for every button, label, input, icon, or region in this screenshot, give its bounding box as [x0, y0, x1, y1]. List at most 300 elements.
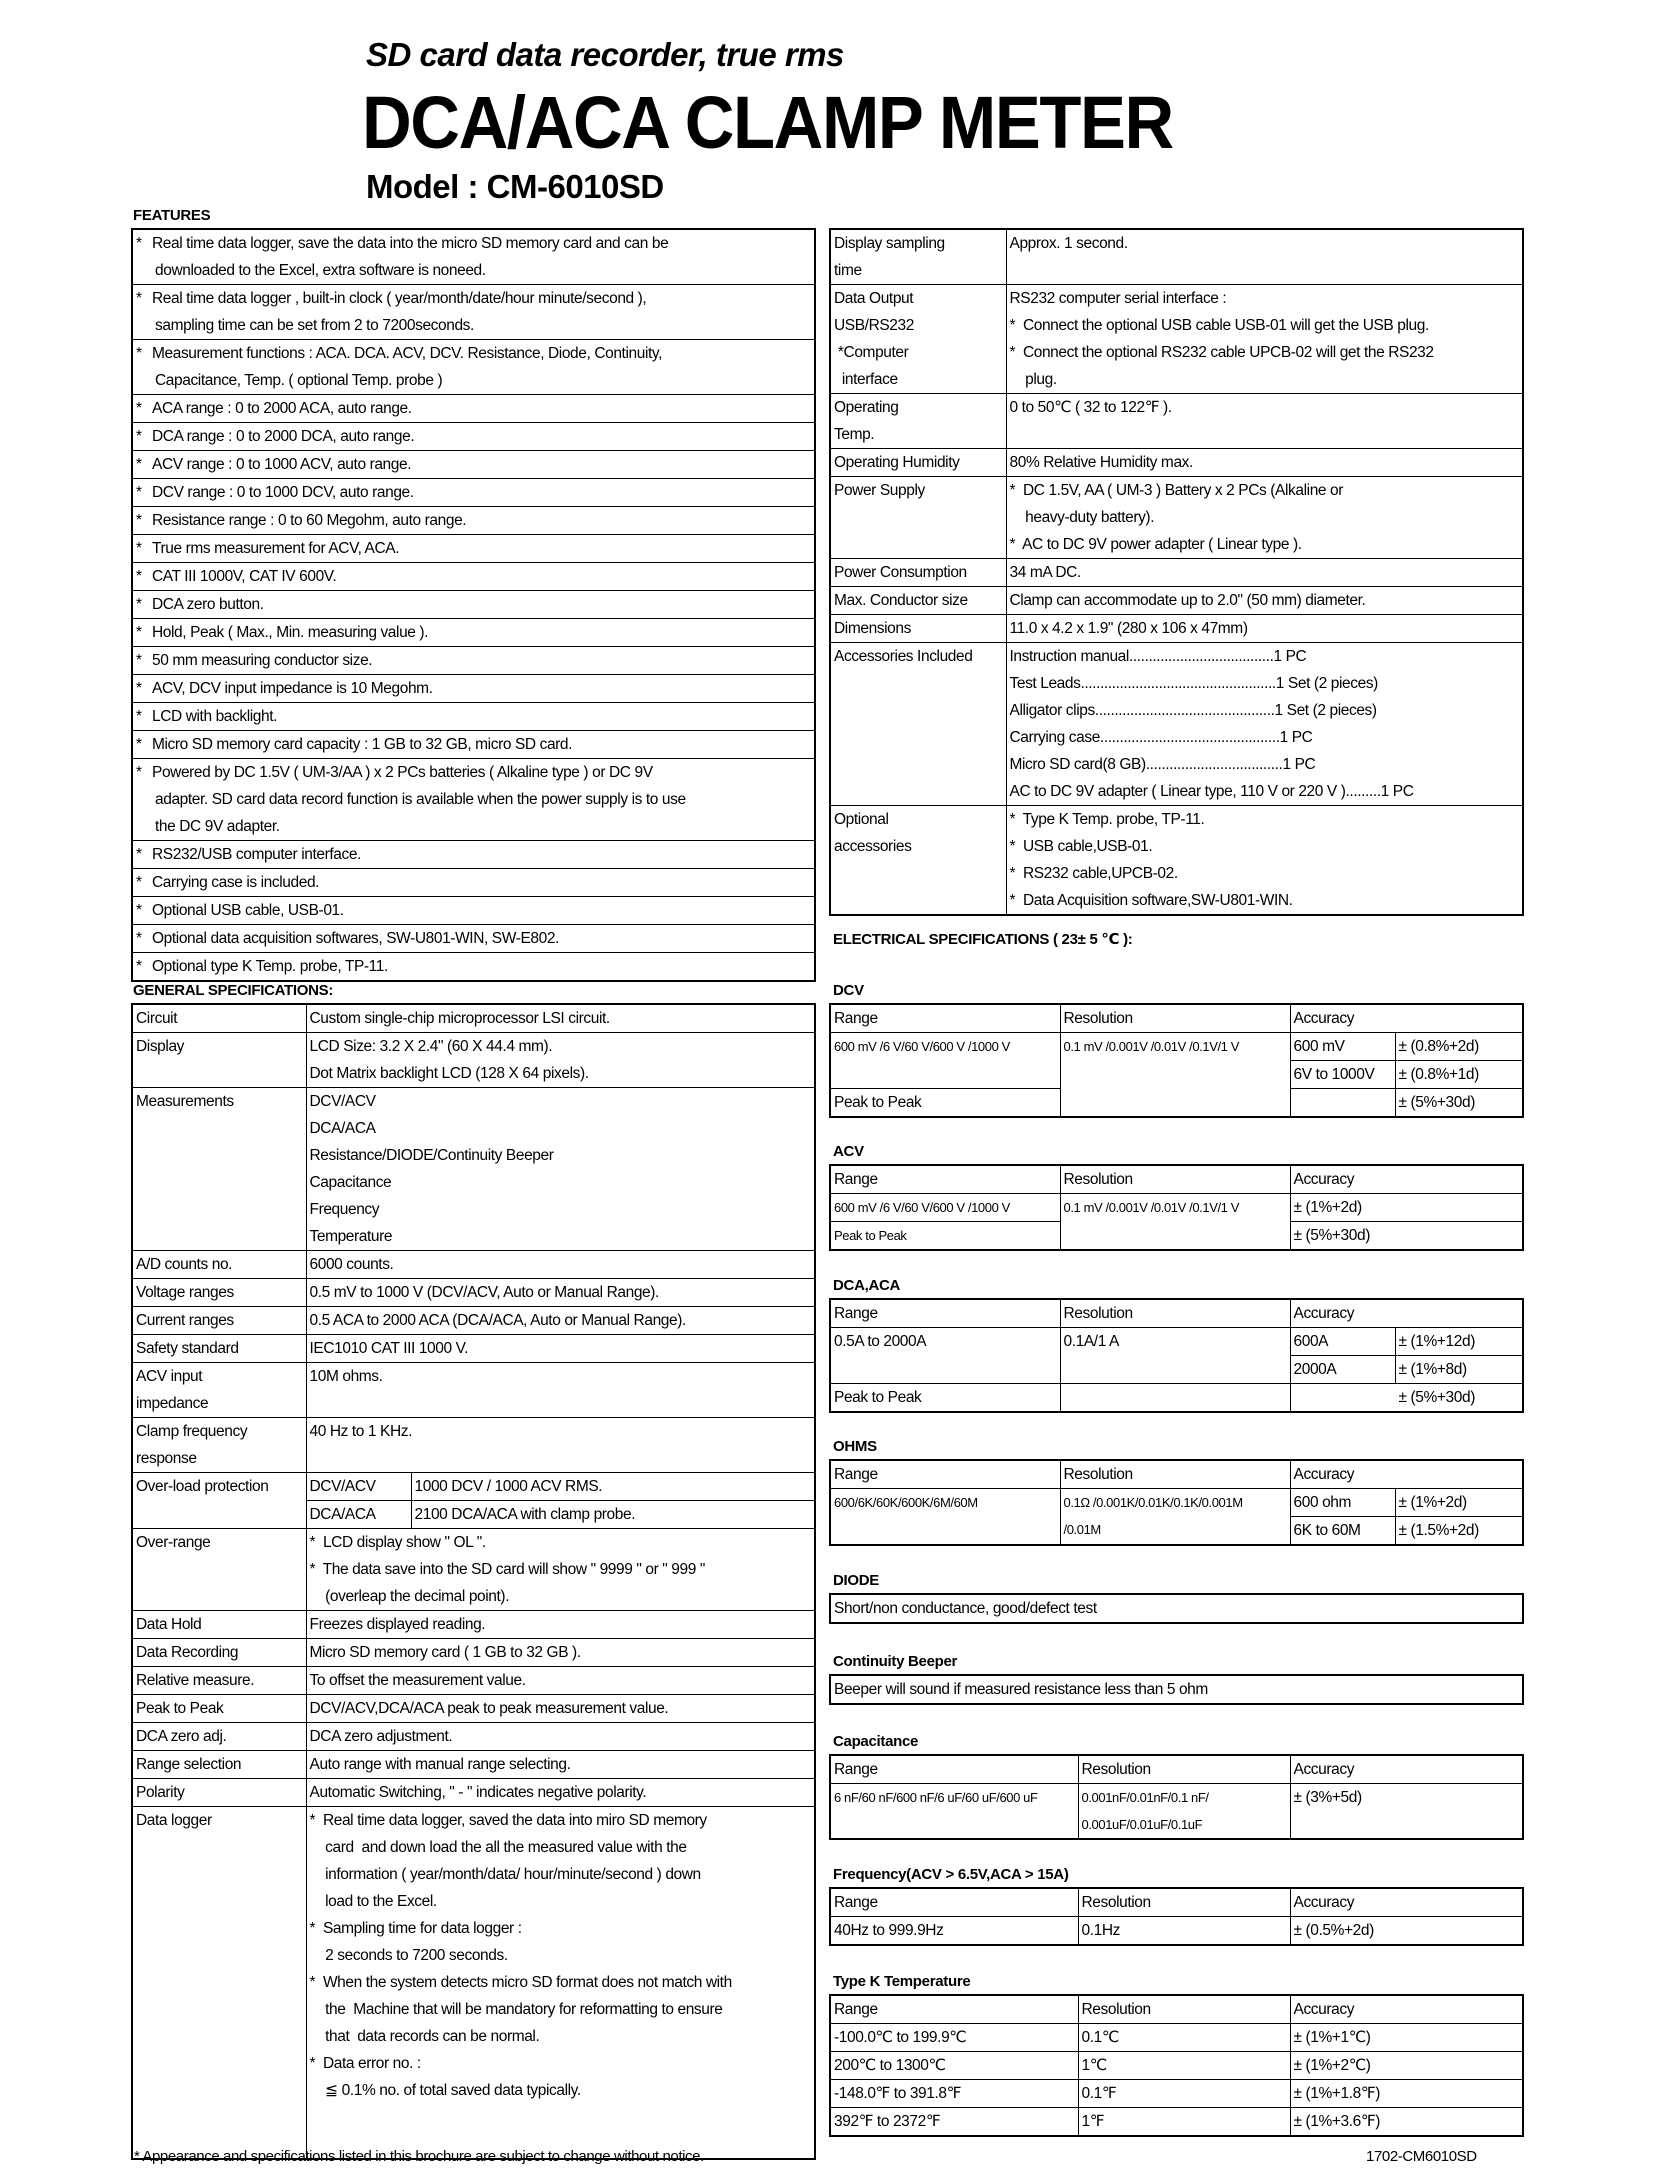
spec-label: [830, 229, 1006, 285]
spec-label-line: Measurements: [136, 1093, 234, 1110]
feature-item: [132, 229, 815, 285]
spec-value: [306, 1307, 815, 1335]
spec-row: [830, 477, 1523, 559]
spec-value-line: AC to DC 9V adapter ( Linear type, 110 V or 220 V ).........1 PC: [1009, 783, 1414, 800]
bullet-asterisk: *: [136, 846, 142, 863]
feature-row: [132, 507, 815, 535]
dcv-p2p-label: Peak to Peak: [830, 1089, 1060, 1118]
spec-value: [306, 1088, 815, 1251]
feature-row: [132, 591, 815, 619]
temperature-row: [830, 2080, 1523, 2108]
capacitance-resolution-line: 0.001uF/0.01uF/0.1uF: [1081, 1817, 1203, 1832]
overload-value: 1000 DCV / 1000 ACV RMS.: [411, 1473, 815, 1501]
general-specifications-table: [131, 1003, 816, 2160]
spec-label: [132, 1335, 306, 1363]
acv-heading: ACV: [833, 1143, 864, 1160]
spec-label-line: Over-range: [136, 1534, 211, 1551]
spec-value-line: * Sampling time for data logger :: [309, 1920, 522, 1937]
feature-text: Measurement functions : ACA. DCA. ACV, DCV. Resistance, Diode, Continuity,: [152, 345, 662, 362]
spec-value: [306, 1639, 815, 1667]
feature-line: [136, 647, 814, 674]
spec-label: [132, 1779, 306, 1807]
spec-value: [306, 1695, 815, 1723]
spec-value-line: that data records can be normal.: [309, 2028, 540, 2045]
feature-row: [132, 229, 815, 285]
feature-line: [136, 230, 814, 257]
spec-label: [132, 1307, 306, 1335]
spec-label: [132, 1033, 306, 1088]
spec-value-line: Alligator clips..............................................1 Set (2 pieces): [1009, 702, 1377, 719]
spec-label-line: Power Consumption: [834, 564, 967, 581]
spec-value-line: 0.5 ACA to 2000 ACA (DCA/ACA, Auto or Manual Range).: [309, 1312, 686, 1329]
spec-label-line: Accessories Included: [834, 648, 973, 665]
feature-item: [132, 285, 815, 340]
feature-row: [132, 647, 815, 675]
spec-row: [132, 1418, 815, 1473]
feature-row: [132, 841, 815, 869]
spec-value-line: * Data error no. :: [309, 2055, 421, 2072]
dcv-table: [829, 1003, 1524, 1118]
temperature-resolution: 0.1℉: [1078, 2080, 1290, 2108]
spec-row: [132, 1779, 815, 1807]
feature-text: Real time data logger, save the data into the micro SD memory card and can be: [152, 235, 669, 252]
spec-label: [132, 1088, 306, 1251]
feature-text: DCA zero button.: [152, 596, 264, 613]
feature-item: [132, 869, 815, 897]
feature-row: [132, 925, 815, 953]
col-header-resolution: Resolution: [1078, 1755, 1290, 1784]
spec-value-line: * The data save into the SD card will show " 9999 " or " 999 ": [309, 1561, 705, 1578]
dcv-resolution: 0.1 mV /0.001V /0.01V /0.1V/1 V: [1060, 1033, 1290, 1118]
overload-row: [132, 1473, 815, 1501]
feature-line: downloaded to the Excel, extra software is noneed.: [155, 262, 486, 279]
feature-line: [136, 285, 814, 312]
spec-value: [1006, 587, 1523, 615]
frequency-resolution: 0.1Hz: [1078, 1917, 1290, 1946]
ohms-acc-value: ± (1.5%+2d): [1395, 1517, 1523, 1546]
spec-value-line: 0 to 50℃ ( 32 to 122℉ ).: [1009, 399, 1172, 416]
spec-value-line: information ( year/month/data/ hour/minute/second ) down: [309, 1866, 701, 1883]
feature-row: [132, 869, 815, 897]
dca-aca-heading: DCA,ACA: [833, 1277, 901, 1294]
feature-text: DCV range : 0 to 1000 DCV, auto range.: [152, 484, 414, 501]
bullet-asterisk: *: [136, 400, 142, 417]
diode-text: Short/non conductance, good/defect test: [830, 1594, 1523, 1623]
spec-value: [306, 1751, 815, 1779]
feature-row: [132, 395, 815, 423]
col-header-accuracy: Accuracy: [1290, 1888, 1523, 1917]
bullet-asterisk: *: [136, 456, 142, 473]
dcv-heading: DCV: [833, 982, 864, 999]
spec-value-line: heavy-duty battery).: [1009, 509, 1155, 526]
temperature-range: 200℃ to 1300℃: [830, 2052, 1078, 2080]
col-header-range: Range: [830, 1004, 1060, 1033]
feature-text: Optional USB cable, USB-01.: [152, 902, 344, 919]
ohms-acc-value: ± (1%+2d): [1395, 1489, 1523, 1517]
spec-row: [830, 449, 1523, 477]
bullet-asterisk: *: [136, 958, 142, 975]
ohms-resolution: [1060, 1489, 1290, 1546]
spec-value-line: * DC 1.5V, AA ( UM-3 ) Battery x 2 PCs (Alkaline or: [1009, 482, 1344, 499]
spec-value-line: 10M ohms.: [309, 1368, 383, 1385]
spec-row: [132, 1695, 815, 1723]
col-header-resolution: Resolution: [1060, 1460, 1290, 1489]
feature-text: Optional type K Temp. probe, TP-11.: [152, 958, 388, 975]
feature-text: Hold, Peak ( Max., Min. measuring value ).: [152, 624, 429, 641]
bullet-asterisk: *: [136, 290, 142, 307]
spec-row: [830, 394, 1523, 449]
temperature-resolution: 0.1℃: [1078, 2024, 1290, 2052]
spec-value: [306, 1723, 815, 1751]
spec-value-line: * Connect the optional RS232 cable UPCB-02 will get the RS232: [1009, 344, 1434, 361]
spec-value: [306, 1779, 815, 1807]
temperature-accuracy: ± (1%+1.8℉): [1290, 2080, 1523, 2108]
spec-label: [830, 394, 1006, 449]
spec-value-line: Dot Matrix backlight LCD (128 X 64 pixels).: [309, 1065, 589, 1082]
spec-label-line: Operating: [834, 399, 899, 416]
spec-value-line: * USB cable,USB-01.: [1009, 838, 1153, 855]
temperature-accuracy: ± (1%+3.6℉): [1290, 2108, 1523, 2137]
spec-value-line: load to the Excel.: [309, 1893, 437, 1910]
col-header-resolution: Resolution: [1060, 1299, 1290, 1328]
spec-label-line: Display sampling: [834, 235, 945, 252]
spec-value: [306, 1251, 815, 1279]
feature-text: True rms measurement for ACV, ACA.: [152, 540, 400, 557]
feature-line: [136, 759, 814, 786]
spec-label-line: interface: [834, 371, 898, 388]
capacitance-range: 6 nF/60 nF/600 nF/6 uF/60 uF/600 uF: [830, 1784, 1078, 1840]
spec-label: [830, 559, 1006, 587]
spec-row: [132, 1529, 815, 1611]
feature-item: [132, 479, 815, 507]
col-header-accuracy: Accuracy: [1290, 1004, 1523, 1033]
feature-text: Resistance range : 0 to 60 Megohm, auto range.: [152, 512, 467, 529]
spec-row: [830, 587, 1523, 615]
bullet-asterisk: *: [136, 624, 142, 641]
col-header-accuracy: Accuracy: [1290, 1460, 1523, 1489]
feature-text: ACV, DCV input impedance is 10 Megohm.: [152, 680, 433, 697]
bullet-asterisk: *: [136, 736, 142, 753]
spec-label: Over-load protection: [132, 1473, 306, 1529]
col-header-accuracy: Accuracy: [1290, 1755, 1523, 1784]
spec-value-line: DCA zero adjustment.: [309, 1728, 453, 1745]
feature-row: [132, 535, 815, 563]
spec-label: [132, 1807, 306, 2160]
spec-value-line: * Type K Temp. probe, TP-11.: [1009, 811, 1205, 828]
spec-label-line: Power Supply: [834, 482, 925, 499]
spec-label-line: Relative measure.: [136, 1672, 255, 1689]
spec-value-line: plug.: [1009, 371, 1057, 388]
spec-value: [306, 1529, 815, 1611]
spec-value-line: LCD Size: 3.2 X 2.4" (60 X 44.4 mm).: [309, 1038, 553, 1055]
spec-value: [1006, 806, 1523, 916]
feature-line: adapter. SD card data record function is available when the power supply is to use: [155, 791, 686, 808]
spec-row: [132, 1279, 815, 1307]
dca-p2p-acc: ± (5%+30d): [1290, 1384, 1523, 1413]
spec-value-line: 6000 counts.: [309, 1256, 394, 1273]
features-table: [131, 228, 816, 982]
spec-label: [132, 1723, 306, 1751]
frequency-heading: Frequency(ACV > 6.5V,ACA > 15A): [833, 1866, 1069, 1883]
spec-label-line: accessories: [834, 838, 912, 855]
acv-range: 600 mV /6 V/60 V/600 V /1000 V: [830, 1194, 1060, 1222]
spec-value-line: * AC to DC 9V power adapter ( Linear type ).: [1009, 536, 1302, 553]
acv-resolution: 0.1 mV /0.001V /0.01V /0.1V/1 V: [1060, 1194, 1290, 1251]
spec-value-line: * Data Acquisition software,SW-U801-WIN.: [1009, 892, 1293, 909]
spec-label-line: Circuit: [136, 1010, 178, 1027]
bullet-asterisk: *: [136, 902, 142, 919]
bullet-asterisk: *: [136, 512, 142, 529]
col-header-range: Range: [830, 1165, 1060, 1194]
ohms-table: [829, 1459, 1524, 1546]
diode-table: [829, 1593, 1524, 1624]
spec-value-line: DCA/ACA: [309, 1120, 376, 1137]
feature-row: [132, 759, 815, 841]
feature-row: [132, 451, 815, 479]
spec-label-line: Data Recording: [136, 1644, 239, 1661]
feature-row: [132, 703, 815, 731]
spec-value-line: card and down load the all the measured value with the: [309, 1839, 687, 1856]
col-header-range: Range: [830, 1299, 1060, 1328]
spec-label-line: Operating Humidity: [834, 454, 960, 471]
temperature-resolution: 1℉: [1078, 2108, 1290, 2137]
spec-row: [132, 1307, 815, 1335]
acv-p2p-label: Peak to Peak: [830, 1222, 1060, 1251]
dcv-p2p-empty: [1290, 1089, 1395, 1118]
spec-label: [132, 1751, 306, 1779]
spec-value-line: * Real time data logger, saved the data into miro SD memory: [309, 1812, 707, 1829]
temperature-resolution: 1℃: [1078, 2052, 1290, 2080]
feature-line: [136, 675, 814, 702]
spec-value-line: RS232 computer serial interface :: [1009, 290, 1227, 307]
spec-value-line: 34 mA DC.: [1009, 564, 1081, 581]
feature-row: [132, 423, 815, 451]
feature-text: Micro SD memory card capacity : 1 GB to 32 GB, micro SD card.: [152, 736, 573, 753]
spec-value: [1006, 394, 1523, 449]
ohms-resolution-line: 0.1Ω /0.001K/0.01K/0.1K/0.001M: [1063, 1495, 1243, 1510]
spec-value: [1006, 615, 1523, 643]
spec-value-line: Test Leads..................................................1 Set (2 pieces): [1009, 675, 1378, 692]
temperature-accuracy: ± (1%+2℃): [1290, 2052, 1523, 2080]
model-number: Model : CM-6010SD: [366, 168, 664, 205]
dca-acc-range: 2000A: [1290, 1356, 1395, 1384]
continuity-text: Beeper will sound if measured resistance less than 5 ohm: [830, 1675, 1523, 1704]
ohms-range: 600/6K/60K/600K/6M/60M: [830, 1489, 1060, 1546]
feature-item: [132, 395, 815, 423]
dca-acc-value: ± (1%+8d): [1395, 1356, 1523, 1384]
spec-value: [306, 1418, 815, 1473]
feature-row: [132, 731, 815, 759]
spec-label-line: Range selection: [136, 1756, 242, 1773]
spec-value-line: * LCD display show " OL ".: [309, 1534, 486, 1551]
spec-value-line: Frequency: [309, 1201, 380, 1218]
overload-value: 2100 DCA/ACA with clamp probe.: [411, 1501, 815, 1529]
spec-row: [132, 1611, 815, 1639]
spec-label-line: Data logger: [136, 1812, 212, 1829]
feature-line: [136, 395, 814, 422]
dcv-acc-value: ± (0.8%+1d): [1395, 1061, 1523, 1089]
feature-row: [132, 675, 815, 703]
feature-line: [136, 563, 814, 590]
spec-label-line: Data Output: [834, 290, 914, 307]
feature-line: [136, 731, 814, 758]
spec-value-line: Clamp can accommodate up to 2.0" (50 mm) diameter.: [1009, 592, 1366, 609]
temperature-row: [830, 2108, 1523, 2137]
temperature-range: -148.0℉ to 391.8℉: [830, 2080, 1078, 2108]
spec-value: [306, 1807, 815, 2160]
bullet-asterisk: *: [136, 930, 142, 947]
capacitance-resolution-line: 0.001nF/0.01nF/0.1 nF/: [1081, 1790, 1209, 1805]
spec-value-line: Auto range with manual range selecting.: [309, 1756, 571, 1773]
feature-line: [136, 703, 814, 730]
spec-row: [830, 615, 1523, 643]
spec-label-line: impedance: [136, 1395, 209, 1412]
spec-label: [132, 1611, 306, 1639]
capacitance-resolution: [1078, 1784, 1290, 1840]
spec-label: [830, 285, 1006, 394]
spec-value-line: 2 seconds to 7200 seconds.: [309, 1947, 508, 1964]
spec-label-line: USB/RS232: [834, 317, 914, 334]
bullet-asterisk: *: [136, 764, 142, 781]
feature-line: [136, 953, 814, 980]
ohms-acc-range: 600 ohm: [1290, 1489, 1395, 1517]
temperature-row: [830, 2024, 1523, 2052]
spec-value-line: * When the system detects micro SD format does not match with: [309, 1974, 732, 1991]
ohms-heading: OHMS: [833, 1438, 877, 1455]
spec-label-line: ACV input: [136, 1368, 203, 1385]
bullet-asterisk: *: [136, 874, 142, 891]
spec-value-line: * RS232 cable,UPCB-02.: [1009, 865, 1178, 882]
feature-line: [136, 591, 814, 618]
feature-text: LCD with backlight.: [152, 708, 278, 725]
spec-value-line: To offset the measurement value.: [309, 1672, 526, 1689]
feature-item: [132, 897, 815, 925]
spec-value-line: 80% Relative Humidity max.: [1009, 454, 1193, 471]
dcv-acc-range: 6V to 1000V: [1290, 1061, 1395, 1089]
spec-label-line: *Computer: [834, 344, 909, 361]
overload-type: DCA/ACA: [306, 1501, 411, 1529]
dcv-p2p-acc: ± (5%+30d): [1395, 1089, 1523, 1118]
temperature-row: [830, 2052, 1523, 2080]
spec-value-line: Instruction manual.....................................1 PC: [1009, 648, 1307, 665]
spec-value-line: Carrying case..............................................1 PC: [1009, 729, 1313, 746]
spec-label-line: response: [136, 1450, 197, 1467]
dcv-acc-value: ± (0.8%+2d): [1395, 1033, 1523, 1061]
temperature-table: [829, 1994, 1524, 2137]
spec-value-line: Custom single-chip microprocessor LSI circuit.: [309, 1010, 610, 1027]
feature-item: [132, 953, 815, 982]
temperature-range: -100.0℃ to 199.9℃: [830, 2024, 1078, 2052]
spec-row: [132, 1251, 815, 1279]
feature-row: [132, 563, 815, 591]
feature-row: [132, 953, 815, 982]
spec-value: [306, 1667, 815, 1695]
spec-label: [132, 1529, 306, 1611]
bullet-asterisk: *: [136, 235, 142, 252]
feature-line: [136, 897, 814, 924]
feature-item: [132, 841, 815, 869]
bullet-asterisk: *: [136, 652, 142, 669]
spec-label-line: Display: [136, 1038, 185, 1055]
spec-value-line: 40 Hz to 1 KHz.: [309, 1423, 413, 1440]
spec-value-line: [310, 2104, 815, 2131]
dca-aca-table: [829, 1298, 1524, 1413]
spec-label: [830, 615, 1006, 643]
feature-text: ACA range : 0 to 2000 ACA, auto range.: [152, 400, 412, 417]
spec-label-line: Polarity: [136, 1784, 185, 1801]
feature-line: [136, 925, 814, 952]
feature-item: [132, 423, 815, 451]
spec-value: [1006, 643, 1523, 806]
spec-label: [132, 1418, 306, 1473]
spec-row: [132, 1751, 815, 1779]
spec-label-line: time: [834, 262, 862, 279]
dca-p2p-label: Peak to Peak: [830, 1384, 1060, 1413]
spec-value-line: DCV/ACV: [309, 1093, 376, 1110]
feature-text: Carrying case is included.: [152, 874, 320, 891]
feature-item: [132, 563, 815, 591]
subtitle: SD card data recorder, true rms: [366, 36, 844, 73]
spec-value: [1006, 477, 1523, 559]
general-spec-right-table: [829, 228, 1524, 916]
spec-value-line: IEC1010 CAT III 1000 V.: [309, 1340, 469, 1357]
spec-value-line: * Connect the optional USB cable USB-01 will get the USB plug.: [1009, 317, 1429, 334]
spec-value-line: 0.5 mV to 1000 V (DCV/ACV, Auto or Manual Range).: [309, 1284, 659, 1301]
spec-row: [132, 1667, 815, 1695]
spec-label-line: DCA zero adj.: [136, 1728, 227, 1745]
spec-row: [132, 1807, 815, 2160]
frequency-table: [829, 1887, 1524, 1946]
col-header-resolution: Resolution: [1060, 1165, 1290, 1194]
page-title: DCA/ACA CLAMP METER: [362, 81, 1173, 164]
spec-label: [830, 449, 1006, 477]
feature-line: [136, 619, 814, 646]
capacitance-accuracy: ± (3%+5d): [1290, 1784, 1523, 1840]
spec-value: [1006, 449, 1523, 477]
feature-item: [132, 925, 815, 953]
spec-label-line: Max. Conductor size: [834, 592, 968, 609]
spec-value-line: Freezes displayed reading.: [309, 1616, 486, 1633]
spec-row: [830, 229, 1523, 285]
spec-label: [830, 477, 1006, 559]
ohms-resolution-line: /0.01M: [1063, 1522, 1101, 1537]
bullet-asterisk: *: [136, 596, 142, 613]
feature-row: [132, 340, 815, 395]
disclaimer-note: * Appearance and specifications listed in this brochure are subject to change without notice.: [134, 2148, 704, 2165]
spec-label: [132, 1695, 306, 1723]
spec-value-line: 11.0 x 4.2 x 1.9" (280 x 106 x 47mm): [1009, 620, 1248, 637]
spec-label: [830, 587, 1006, 615]
feature-row: [132, 479, 815, 507]
spec-value-line: (overleap the decimal point).: [309, 1588, 510, 1605]
spec-label-line: Optional: [834, 811, 889, 828]
feature-item: [132, 703, 815, 731]
spec-row: [830, 806, 1523, 916]
temperature-range: 392℉ to 2372℉: [830, 2108, 1078, 2137]
bullet-asterisk: *: [136, 568, 142, 585]
diode-heading: DIODE: [833, 1572, 880, 1589]
feature-text: Optional data acquisition softwares, SW-U801-WIN, SW-E802.: [152, 930, 559, 947]
col-header-range: Range: [830, 1460, 1060, 1489]
spec-value: [306, 1363, 815, 1418]
spec-value: [1006, 559, 1523, 587]
spec-value-line: Micro SD memory card ( 1 GB to 32 GB ).: [309, 1644, 581, 1661]
feature-text: RS232/USB computer interface.: [152, 846, 361, 863]
capacitance-table: [829, 1754, 1524, 1840]
electrical-specifications-heading: ELECTRICAL SPECIFICATIONS ( 23± 5 ℃ ):: [833, 931, 1133, 948]
feature-text: 50 mm measuring conductor size.: [152, 652, 373, 669]
spec-label-line: Dimensions: [834, 620, 911, 637]
